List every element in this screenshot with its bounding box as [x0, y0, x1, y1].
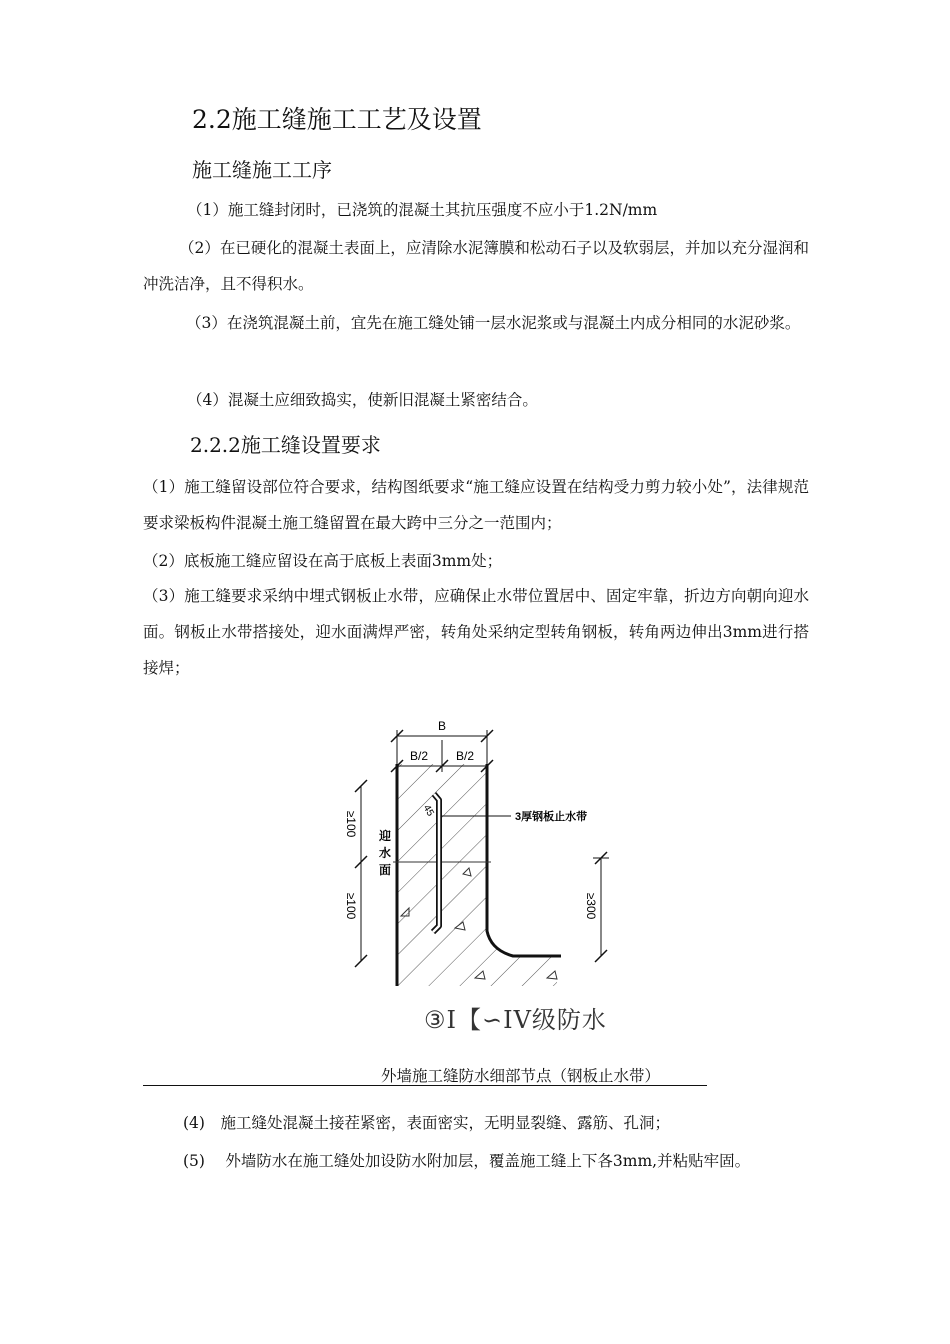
section-title: 2.2施工缝施工工艺及设置 — [192, 105, 482, 134]
caption-rule — [143, 1085, 707, 1086]
dim-lower-label: ≥100 — [344, 892, 358, 920]
dim-half-left-label: B/2 — [409, 749, 429, 763]
figure-caption: 外墙施工缝防水细部节点（钢板止水带） — [381, 1067, 661, 1085]
wall-inner-face — [487, 764, 561, 956]
dim-right-label: ≥300 — [584, 892, 598, 920]
process-item-4: （4）混凝土应细致捣实，使新旧混凝土紧密结合。 — [187, 391, 538, 409]
figure-label: ③I【∽IV级防水 — [424, 1006, 607, 1034]
process-item-1: （1）施工缝封闭时，已浇筑的混凝土其抗压强度不应小于1.2N/mm — [187, 201, 658, 219]
side-label-1: 迎 — [378, 829, 392, 843]
process-item-2: （2）在已硬化的混凝土表面上，应清除水泥簿膜和松动石子以及软弱层，并加以充分湿润和冲洗洁净，且不得积水。 — [143, 239, 809, 293]
requirement-item-3: （3）施工缝要求采纳中埋式钢板止水带，应确保止水带位置居中、固定牢靠，折边方向朝向迎水面。钢板止水带搭接处，迎水面满焊严密，转角处采纳定型转角钢板，转角两边伸出3mm进行搭接焊； — [143, 587, 809, 677]
angle-label: 45 — [420, 803, 436, 819]
callout-label: 3厚钢板止水带 — [515, 811, 588, 823]
process-item-3: （3）在浇筑混凝土前，宜先在施工缝处铺一层水泥浆或与混凝土内成分相同的水泥砂浆。 — [186, 314, 801, 332]
dim-b-label: B — [437, 719, 447, 733]
side-label-2: 水 — [378, 846, 392, 860]
requirement-item-1: （1）施工缝留设部位符合要求，结构图纸要求“施工缝应设置在结构受力剪力较小处”，法律规范要求梁板构件混凝土施工缝留置在最大跨中三分之一范围内； — [143, 478, 809, 532]
after-item-5: (5) 外墙防水在施工缝处加设防水附加层，覆盖施工缝上下各3mm,并粘贴牢固。 — [183, 1152, 751, 1170]
subsection-title-requirements: 2.2.2施工缝设置要求 — [190, 433, 381, 457]
dim-upper-label: ≥100 — [344, 810, 358, 838]
side-label-3: 面 — [378, 863, 392, 877]
concrete-hatch — [397, 764, 557, 986]
dim-half-right-label: B/2 — [455, 749, 475, 763]
waterstop-detail-figure — [325, 716, 625, 996]
requirement-item-2: （2）底板施工缝应留设在高于底板上表面3mm处； — [143, 552, 503, 570]
after-item-4: (4) 施工缝处混凝土接茬紧密，表面密实，无明显裂缝、露筋、孔洞； — [183, 1114, 670, 1132]
subsection-title-process: 施工缝施工工序 — [192, 158, 332, 182]
